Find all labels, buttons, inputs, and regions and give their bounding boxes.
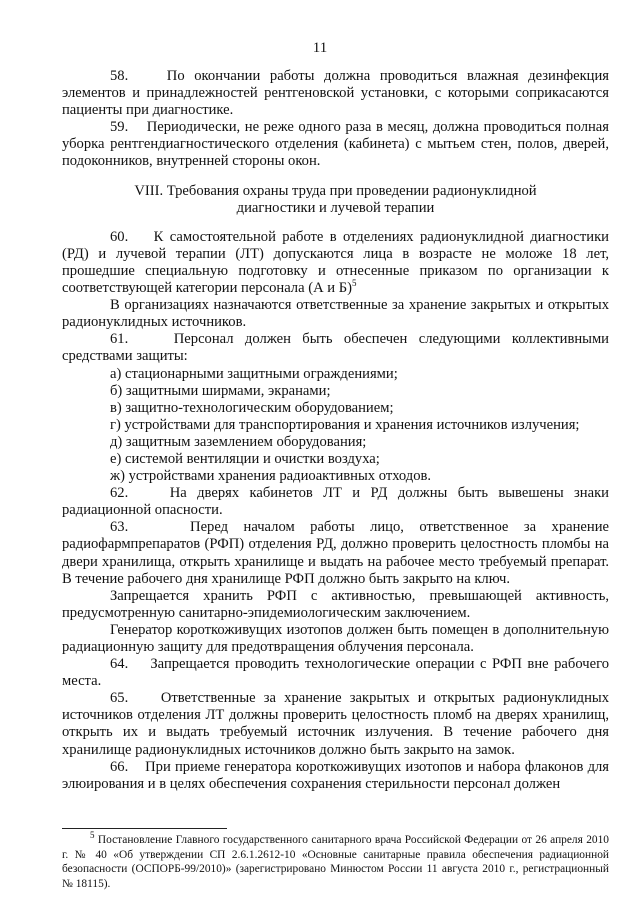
footnote-separator [62,828,227,829]
section-heading [62,183,609,217]
section-heading-line-1: VIII. Требования охраны труда при проведении радионуклидной [134,182,537,199]
page-number: 11 [312,40,328,56]
footnote-body: Постановление Главного государственного санитарного врача Российской Федерации от 26 апреля 2010 г. № 40 «Об утверждении СП 2.6.1.2612-10 «Основные санитарные правила обеспечения радиационной безопасности (ОСПОРБ-99/2010)» (зарегистрировано Минюстом России 11 августа 2010 г., регистрационный № 18115). [62,834,609,890]
footnote-marker: 5 [90,830,95,841]
list-item-v: в) защитно-технологическим оборудованием; [110,399,394,416]
paragraph-59: 59. Периодически, не реже одного раза в месяц, должна проводиться полная уборка рентгендиагностического отделения (кабинета) с мытьем стен, полов, дверей, подоконников, внутренней стороны окон. [62,119,609,170]
paragraph-65: 65. Ответственные за хранение закрытых и открытых радионуклидных источников отделения ЛТ должны проверить целостность пломб на дверях хранилищ, открыть их и выдать требуемый источник излучения. В течение рабочего дня хранилище радионуклидных источников должно быть закрыто на замок. [62,690,609,758]
footnote [62,830,609,891]
paragraph-62: 62. На дверях кабинетов ЛТ и РД должны быть вывешены знаки радиационной опасности. [62,485,609,519]
paragraph-58: 58. По окончании работы должна проводиться влажная дезинфекция элементов и принадлежностей рентгеновской установки, с которыми соприкасаются пациенты при диагностике. [62,68,609,119]
paragraph-64: 64. Запрещается проводить технологические операции с РФП вне рабочего места. [62,656,609,690]
list-item-e: е) системой вентиляции и очистки воздуха; [110,450,380,467]
paragraph-60-continued: В организациях назначаются ответственные за хранение закрытых и открытых радионуклидных источников. [62,297,609,331]
paragraph-63: 63. Перед началом работы лицо, ответственное за хранение радиофармпрепаратов (РФП) отделения РД, должно проверить целостность пломбы на двери хранилища, открыть хранилище и выдать на рабочее место требуемый препарат. В течение рабочего дня хранилище РФП должно быть закрыто на ключ. [62,519,609,587]
section-heading-line-2: диагностики и лучевой терапии [236,199,435,216]
paragraph-60 [62,229,609,297]
paragraph-63-prohibition: Запрещается хранить РФП с активностью, превышающей активность, предусмотренную санитарно-эпидемиологическим заключением. [62,587,609,621]
list-item-g: г) устройствами для транспортирования и хранения источников излучения; [110,416,580,433]
list-item-d: д) защитным заземлением оборудования; [110,433,367,450]
footnote-text [62,830,609,891]
list-item-a: а) стационарными защитными ограждениями; [110,365,398,382]
list-item-b: б) защитными ширмами, экранами; [110,382,331,399]
list-item-zh: ж) устройствами хранения радиоактивных отходов. [110,468,432,485]
paragraph-66: 66. При приеме генератора короткоживущих изотопов и набора флаконов для элюирования и в целях обеспечения сохранения стерильности персонал должен [62,758,609,792]
paragraph-60-text: 60. К самостоятельной работе в отделениях радионуклидной диагностики (РД) и лучевой терапии (ЛТ) допускаются лица в возрасте не моложе 18 лет, прошедшие специальную подготовку и отнесенные приказом по организации к соответствующей категории персонала (А и Б) [62,228,609,297]
paragraph-61: 61. Персонал должен быть обеспечен следующими коллективными средствами защиты: [62,331,609,365]
document-body [62,68,609,793]
paragraph-63-generator: Генератор короткоживущих изотопов должен быть помещен в дополнительную радиационную защиту для предотвращения облучения персонала. [62,621,609,655]
footnote-reference: 5 [351,278,357,289]
